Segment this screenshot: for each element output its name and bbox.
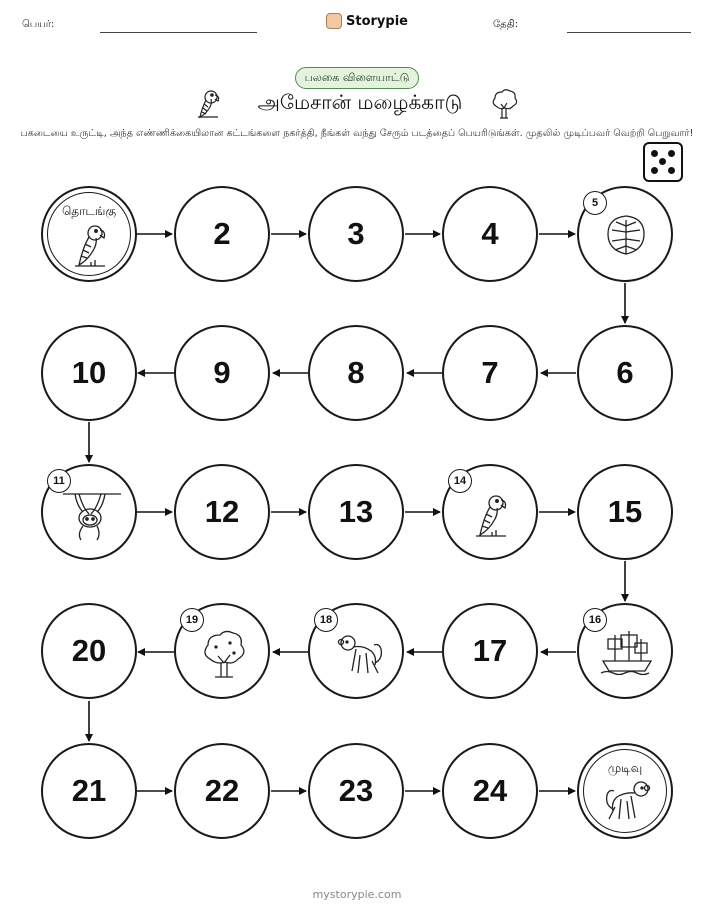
space-number: 8 [347, 355, 365, 390]
board-space-20[interactable] [41, 603, 137, 699]
ship-icon [599, 629, 655, 677]
space-badge-16: 16 [583, 608, 607, 632]
board-space-12[interactable] [174, 464, 270, 560]
tree-icon [200, 629, 248, 681]
space-number: 7 [481, 355, 499, 390]
board-space-finish[interactable] [577, 743, 673, 839]
space-number: 15 [607, 494, 643, 529]
game-type-badge: பலகை விளையாட்டு [295, 67, 419, 89]
space-number: 2 [213, 216, 231, 251]
space-number: 10 [71, 355, 107, 390]
space-badge-18: 18 [314, 608, 338, 632]
board-space-17[interactable] [442, 603, 538, 699]
space-number: 6 [616, 355, 634, 390]
space-number: 13 [338, 494, 374, 529]
brand-name: Storypie [346, 13, 408, 29]
board-space-24[interactable] [442, 743, 538, 839]
space-badge-19: 19 [180, 608, 204, 632]
instructions-text: பகடையை உருட்டி, அந்த எண்ணிக்கையிலான கட்டங்களை நகர்த்தி, நீங்கள் வந்து சேரும் படத்தைப் பெயரிடுங்கள். முதலில் முடிப்பவர் வெற்றி பெறுவார்! [20, 128, 694, 139]
space-number: 9 [213, 355, 231, 390]
space-number: 22 [204, 773, 240, 808]
footer-link[interactable]: mystorypie.com [312, 888, 402, 901]
board-space-22[interactable] [174, 743, 270, 839]
sloth-icon [61, 488, 123, 542]
start-label: தொடங்கு [61, 204, 117, 218]
monkey-icon [601, 779, 653, 825]
parrot-icon [472, 492, 512, 542]
board-space-6[interactable] [577, 325, 673, 421]
leaf-icon [603, 212, 649, 258]
space-number: 12 [204, 494, 240, 529]
space-number: 17 [472, 633, 508, 668]
board-space-15[interactable] [577, 464, 673, 560]
space-badge-11: 11 [47, 469, 71, 493]
board-space-4[interactable] [442, 186, 538, 282]
space-number: 4 [481, 216, 499, 251]
board-space-2[interactable] [174, 186, 270, 282]
board-space-3[interactable] [308, 186, 404, 282]
board-space-7[interactable] [442, 325, 538, 421]
board-space-9[interactable] [174, 325, 270, 421]
space-badge-14: 14 [448, 469, 472, 493]
parrot-icon [71, 222, 111, 272]
board-space-13[interactable] [308, 464, 404, 560]
page-title: அமேசான் மழைக்காடு [257, 90, 463, 114]
space-number: 24 [472, 773, 508, 808]
space-number: 21 [71, 773, 107, 808]
monkey-icon [334, 631, 386, 679]
name-label: பெயர்: [22, 19, 55, 30]
board-space-8[interactable] [308, 325, 404, 421]
date-label: தேதி: [493, 19, 519, 30]
finish-label: முடிவு [607, 761, 643, 775]
board-space-start[interactable] [41, 186, 137, 282]
board-space-21[interactable] [41, 743, 137, 839]
space-number: 3 [347, 216, 365, 251]
space-number: 23 [338, 773, 374, 808]
board-space-10[interactable] [41, 325, 137, 421]
board-space-23[interactable] [308, 743, 404, 839]
space-number: 20 [71, 633, 107, 668]
space-badge-5: 5 [583, 191, 607, 215]
